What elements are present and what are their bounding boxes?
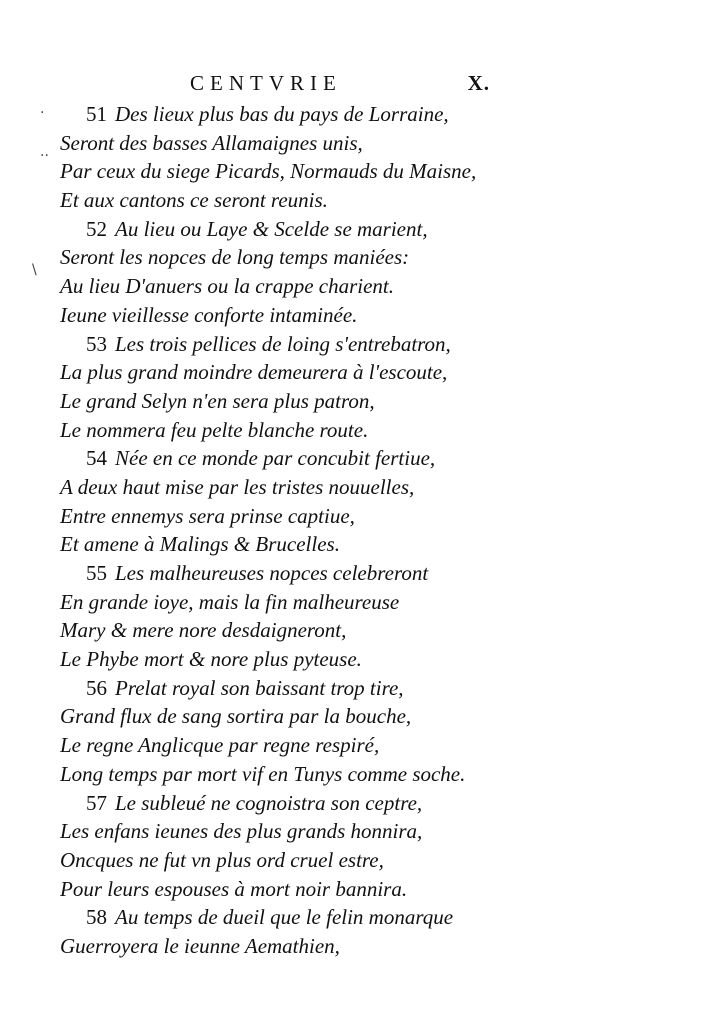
- running-title: CENTVRIE: [190, 70, 342, 95]
- verse-line: [60, 301, 700, 330]
- quatrain-first-line: [60, 789, 700, 818]
- verse-text: Seront des basses Allamaignes unis,: [60, 130, 363, 155]
- quatrain-number: 58: [86, 905, 107, 930]
- verse-line: [60, 243, 700, 272]
- quatrain-number: 51: [86, 102, 107, 126]
- verse-line: [60, 875, 700, 904]
- verse-text: La plus grand moindre demeurera à l'escoute,: [60, 360, 448, 385]
- quatrain-number: 57: [86, 790, 107, 815]
- verse-line: [60, 702, 700, 731]
- verse-text: Oncques ne fut vn plus ord cruel estre,: [60, 847, 384, 872]
- quatrain-number: 53: [86, 331, 107, 356]
- margin-dot: ··: [40, 148, 49, 164]
- margin-dot: ·: [40, 105, 45, 121]
- quatrain-first-line: [60, 903, 700, 932]
- verse-line: [60, 645, 700, 674]
- verse-text: Entre ennemys sera prinse captiue,: [60, 503, 355, 528]
- verse-text: Née en ce monde par concubit fertiue,: [115, 446, 436, 471]
- verse-text: En grande ioye, mais la fin malheureuse: [60, 589, 400, 614]
- quatrain-first-line: [60, 444, 700, 473]
- verse-text: Guerroyera le ieunne Aemathien,: [60, 933, 340, 958]
- verse-line: [60, 731, 700, 760]
- verse-line: [60, 358, 700, 387]
- verse-line: [60, 186, 700, 215]
- quatrain-first-line: [60, 674, 700, 703]
- verse-text: Pour leurs espouses à mort noir bannira.: [60, 876, 408, 901]
- verse-text: Ieune vieillesse conforte intaminée.: [60, 302, 358, 327]
- quatrain-first-line: [60, 559, 700, 588]
- margin-tick: \: [32, 262, 37, 278]
- verse-text: Long temps par mort vif en Tunys comme soche.: [60, 761, 466, 786]
- verse-text: Au temps de dueil que le felin monarque: [115, 905, 454, 930]
- verse-text: A deux haut mise par les tristes nouuelles,: [60, 474, 415, 499]
- verse-text: Les enfans ieunes des plus grands honnira,: [60, 819, 423, 844]
- verse-text: Le Phybe mort & nore plus pyteuse.: [60, 647, 362, 672]
- verse-line: [60, 616, 700, 645]
- quatrain-number: 55: [86, 561, 107, 585]
- verse-line: [60, 932, 700, 961]
- verse-line: [60, 760, 700, 789]
- verse-text: Et amene à Malings & Brucelles.: [60, 532, 340, 557]
- verse-line: [60, 129, 700, 158]
- quatrain-first-line: [60, 215, 700, 244]
- verse-line: [60, 502, 700, 531]
- quatrain-first-line: [60, 100, 700, 129]
- verse-text: Des lieux plus bas du pays de Lorraine,: [115, 102, 449, 126]
- verse-text: Et aux cantons ce seront reunis.: [60, 188, 328, 213]
- verse-text: Prelat royal son baissant trop tire,: [115, 675, 404, 700]
- verse-line: [60, 157, 700, 186]
- verse-text: Les trois pellices de loing s'entrebatron,: [115, 331, 451, 356]
- verse-line: [60, 416, 700, 445]
- verse-line: [60, 588, 700, 617]
- quatrain-text: [60, 100, 700, 961]
- page-header: [190, 68, 490, 98]
- verse-line: [60, 473, 700, 502]
- quatrain-number: 56: [86, 675, 107, 700]
- verse-text: Grand flux de sang sortira par la bouche,: [60, 704, 412, 729]
- folio-number: X.: [467, 70, 490, 95]
- verse-text: Le grand Selyn n'en sera plus patron,: [60, 388, 375, 413]
- verse-text: Par ceux du siege Picards, Normauds du Maisne,: [60, 159, 477, 184]
- verse-text: Le nommera feu pelte blanche route.: [60, 417, 369, 442]
- quatrain-first-line: [60, 330, 700, 359]
- verse-text: Mary & mere nore desdaigneront,: [60, 618, 347, 643]
- verse-text: Le subleué ne cognoistra son ceptre,: [115, 790, 423, 815]
- verse-line: [60, 530, 700, 559]
- verse-text: Au lieu D'anuers ou la crappe charient.: [60, 274, 395, 299]
- verse-line: [60, 272, 700, 301]
- verse-line: [60, 846, 700, 875]
- verse-line: [60, 817, 700, 846]
- verse-line: [60, 387, 700, 416]
- verse-text: Seront les nopces de long temps maniées:: [60, 245, 410, 270]
- verse-text: Au lieu ou Laye & Scelde se marient,: [115, 216, 428, 241]
- verse-text: Le regne Anglicque par regne respiré,: [60, 733, 380, 758]
- quatrain-number: 52: [86, 216, 107, 241]
- verse-text: Les malheureuses nopces celebreront: [115, 561, 429, 585]
- quatrain-number: 54: [86, 446, 107, 471]
